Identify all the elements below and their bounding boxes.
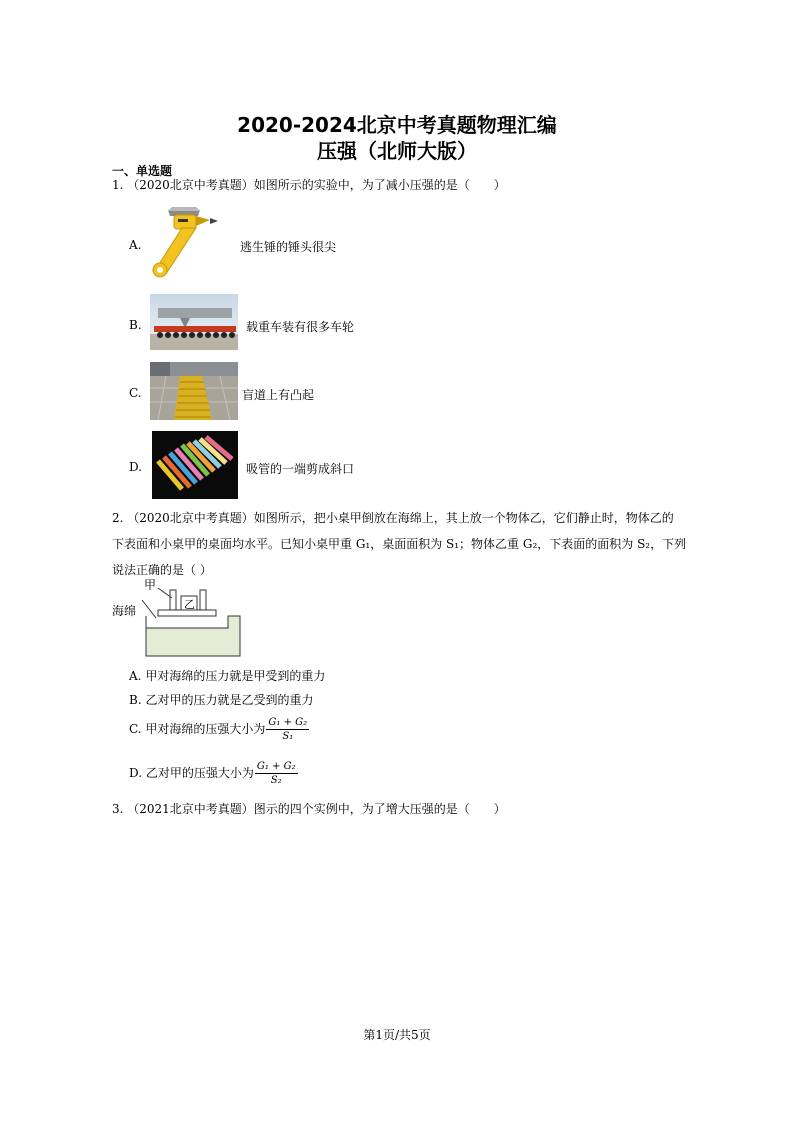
question-3-stem: 3. （2021北京中考真题）图示的四个实例中，为了增大压强的是（ ） xyxy=(112,802,506,816)
question-2-stem xyxy=(112,505,692,583)
safety-hammer-image xyxy=(148,206,236,280)
question-2-stem-line-2: 下表面和小桌甲的桌面均水平。已知小桌甲重 G₁，桌面面积为 S₁；物体乙重 G₂，下表面的面积为 S₂，下列 xyxy=(112,537,687,551)
q2-option-d-letter: D. xyxy=(129,766,143,780)
q2-option-c-numerator: G₁ + G₂ xyxy=(268,717,308,728)
label-jia: 甲 xyxy=(144,578,157,592)
tactile-paving-image xyxy=(150,362,238,420)
q2-option-c-letter: C. xyxy=(129,722,142,736)
q2-option-c xyxy=(129,716,309,743)
q2-option-c-denominator: S₁ xyxy=(282,731,294,742)
page-footer: 第1页/共5页 xyxy=(363,1028,431,1042)
q1-option-c-letter: C. xyxy=(129,386,142,400)
q1-option-c-text: 盲道上有凸起 xyxy=(242,388,315,402)
label-sponge: 海绵 xyxy=(112,604,137,618)
question-2-stem-line-3: 说法正确的是（ ） xyxy=(112,563,212,577)
straws-image xyxy=(152,431,238,499)
q1-option-b-text: 载重车装有很多车轮 xyxy=(246,320,355,334)
q2-option-c-fraction xyxy=(266,716,309,743)
question-1-stem: 1. （2020北京中考真题）如图所示的实验中，为了减小压强的是（ ） xyxy=(112,178,506,192)
q1-option-a-letter: A. xyxy=(129,238,142,252)
section-heading: 一、单选题 xyxy=(112,164,173,178)
q2-option-d-denominator: S₂ xyxy=(270,775,282,786)
q2-option-a-letter: A. xyxy=(129,669,142,683)
q2-option-b-letter: B. xyxy=(129,693,142,707)
q1-option-d-letter: D. xyxy=(129,460,143,474)
label-yi: 乙 xyxy=(184,598,195,611)
q2-option-a-text: 甲对海绵的压力就是甲受到的重力 xyxy=(145,669,326,683)
sponge-table-diagram xyxy=(112,580,242,660)
q1-option-d-text: 吸管的一端剪成斜口 xyxy=(246,462,355,476)
q2-option-b xyxy=(129,691,313,708)
q2-option-a xyxy=(129,667,325,684)
page-title: 2020-2024北京中考真题物理汇编 xyxy=(237,113,557,137)
q1-option-a-text: 逃生锤的锤头很尖 xyxy=(240,240,337,254)
q2-option-d-numerator: G₁ + G₂ xyxy=(256,761,296,772)
q2-option-d-fraction xyxy=(255,760,298,787)
q2-option-c-text: 甲对海绵的压强大小为 xyxy=(145,722,266,736)
q2-option-b-text: 乙对甲的压力就是乙受到的重力 xyxy=(145,693,314,707)
q1-option-b-letter: B. xyxy=(129,318,142,332)
heavy-truck-image xyxy=(150,294,238,350)
q2-option-d xyxy=(129,760,298,787)
page-subtitle: 压强（北师大版） xyxy=(317,139,477,163)
question-2-stem-line-1: 2. （2020北京中考真题）如图所示，把小桌甲倒放在海绵上，其上放一个物体乙，它们静止时，物体乙的 xyxy=(112,511,674,525)
sponge-table-figure xyxy=(112,580,242,660)
q2-option-d-text: 乙对甲的压强大小为 xyxy=(145,766,254,780)
